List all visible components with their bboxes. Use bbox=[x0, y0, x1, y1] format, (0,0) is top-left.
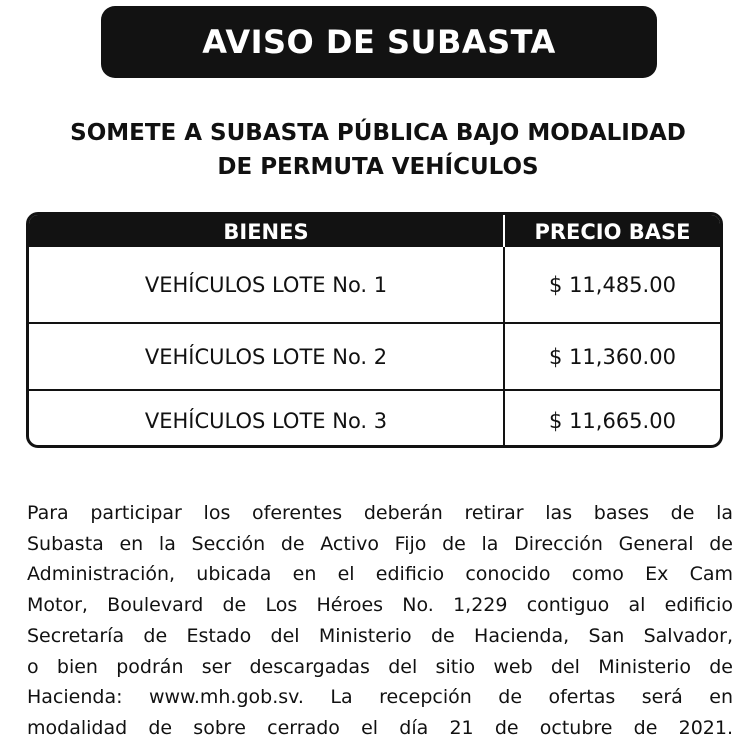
paragraph-line: Secretaría de Estado del Ministerio de Hacienda, San Salvador, bbox=[27, 624, 733, 647]
paragraph-line: Para participar los oferentes deberán retirar las bases de la bbox=[27, 502, 733, 524]
item-cell: VEHÍCULOS LOTE No. 3 bbox=[29, 391, 505, 448]
paragraph-line: o bien podrán ser descargadas del sitio web del Ministerio de bbox=[27, 655, 733, 678]
price-cell: $ 11,485.00 bbox=[549, 272, 676, 297]
notice-body-paragraph bbox=[27, 498, 733, 744]
price-cell: $ 11,665.00 bbox=[549, 409, 676, 433]
table-row bbox=[29, 322, 720, 389]
page-title: AVISO DE SUBASTA bbox=[202, 23, 556, 61]
subtitle-line-1: SOMETE A SUBASTA PÚBLICA BAJO MODALIDAD bbox=[70, 120, 686, 146]
header-bienes: BIENES bbox=[29, 215, 505, 247]
subtitle-line-2: DE PERMUTA VEHÍCULOS bbox=[217, 154, 539, 180]
paragraph-line: Motor, Boulevard de Los Héroes No. 1,229 contiguo al edificio bbox=[27, 594, 733, 617]
paragraph-line: modalidad de sobre cerrado el día 21 de octubre de 2021. bbox=[27, 716, 733, 739]
table-row bbox=[29, 389, 720, 448]
price-cell: $ 11,360.00 bbox=[549, 344, 676, 369]
paragraph-line: Subasta en la Sección de Activo Fijo de la Dirección General de bbox=[27, 532, 733, 555]
item-cell: VEHÍCULOS LOTE No. 2 bbox=[29, 324, 505, 389]
table-header-row bbox=[29, 215, 720, 247]
table-row bbox=[29, 247, 720, 322]
title-banner bbox=[101, 6, 657, 78]
paragraph-line: Hacienda: www.mh.gob.sv. La recepción de ofertas será en bbox=[27, 686, 733, 709]
header-precio-base: PRECIO BASE bbox=[534, 220, 691, 244]
auction-price-table bbox=[26, 212, 723, 448]
paragraph-line: Administración, ubicada en el edificio conocido como Ex Cam bbox=[27, 563, 733, 586]
item-cell: VEHÍCULOS LOTE No. 1 bbox=[29, 247, 505, 322]
subtitle bbox=[0, 116, 756, 184]
